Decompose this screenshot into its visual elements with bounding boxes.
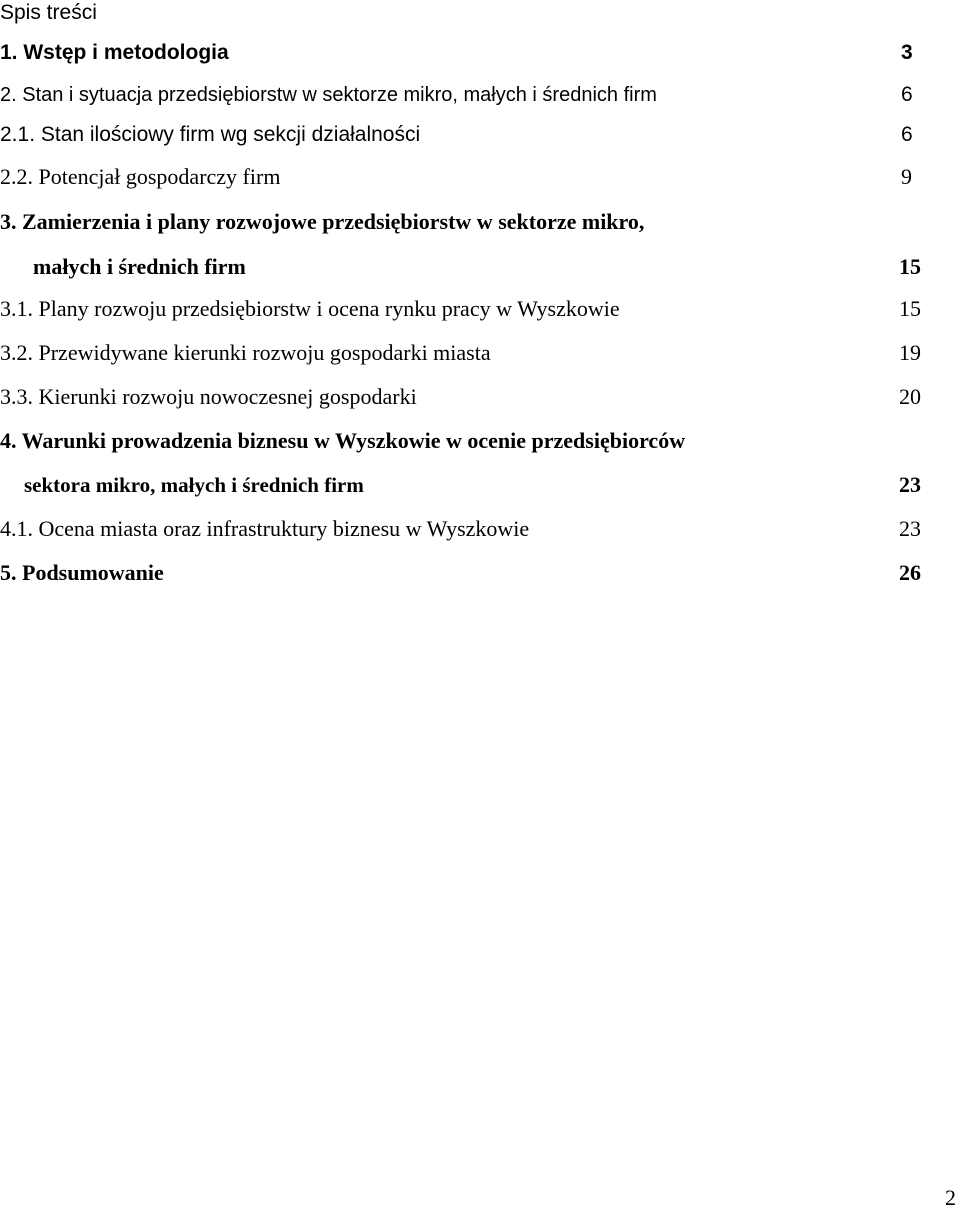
toc-entry[interactable]	[0, 338, 960, 368]
toc-entry-page: 23	[899, 472, 921, 497]
toc-entry-label: sektora mikro, małych i średnich firm	[24, 473, 364, 497]
toc-entry-page: 6	[901, 123, 913, 146]
toc-entry[interactable]	[0, 80, 960, 110]
toc-entry-page: 9	[901, 164, 912, 189]
toc-entry-page: 6	[901, 83, 913, 106]
toc-title: Spis treści	[0, 1, 97, 24]
toc-entry-label: 2.2. Potencjał gospodarczy firm	[0, 164, 281, 189]
toc-entry-page: 26	[899, 560, 921, 585]
toc-entry-label: 3.3. Kierunki rozwoju nowoczesnej gospodarki	[0, 384, 417, 409]
toc-entry-page: 20	[899, 384, 921, 409]
toc-entry-page: 15	[899, 254, 921, 279]
toc-entry[interactable]	[0, 252, 960, 282]
toc-entry[interactable]	[0, 120, 960, 150]
toc-entry-label: 3. Zamierzenia i plany rozwojowe przedsiębiorstw w sektorze mikro,	[0, 209, 645, 234]
toc-entry-label: 4. Warunki prowadzenia biznesu w Wyszkowie w ocenie przedsiębiorców	[0, 428, 686, 453]
toc-entry[interactable]	[0, 470, 960, 500]
toc-entry-page: 15	[899, 296, 921, 321]
page-number: 2	[945, 1185, 956, 1210]
toc-entry-page: 23	[899, 516, 921, 541]
toc-entry[interactable]	[0, 514, 960, 544]
toc-entry[interactable]	[0, 38, 960, 68]
toc-entry-label: 2. Stan i sytuacja przedsiębiorstw w sektorze mikro, małych i średnich firm	[0, 84, 657, 106]
toc-entry[interactable]	[0, 558, 960, 588]
toc-entry[interactable]	[0, 294, 960, 324]
toc-entry-page: 3	[901, 41, 913, 64]
toc-entry-page: 19	[899, 340, 921, 365]
toc-entry[interactable]	[0, 382, 960, 412]
toc-entry-label: 3.1. Plany rozwoju przedsiębiorstw i ocena rynku pracy w Wyszkowie	[0, 296, 620, 321]
toc-entry[interactable]	[0, 207, 960, 237]
toc-entry-label: 5. Podsumowanie	[0, 560, 164, 585]
toc-entry-label: małych i średnich firm	[33, 254, 246, 279]
toc-entry[interactable]	[0, 426, 960, 456]
toc-entry-label: 2.1. Stan ilościowy firm wg sekcji działalności	[0, 123, 421, 146]
toc-entry-label: 1. Wstęp i metodologia	[0, 41, 229, 64]
toc-entry[interactable]	[0, 162, 960, 192]
toc-entry-label: 4.1. Ocena miasta oraz infrastruktury biznesu w Wyszkowie	[0, 516, 530, 541]
toc-entry-label: 3.2. Przewidywane kierunki rozwoju gospodarki miasta	[0, 340, 491, 365]
